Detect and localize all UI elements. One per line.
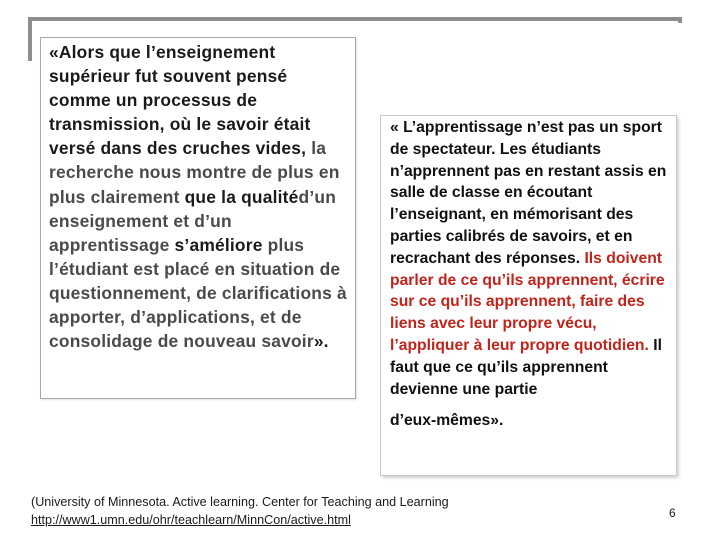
right-quote-emphasis: Ils doivent parler de ce qu’ils apprennent, écrire sur ce qu’ils apprennent, faire des liens avec leur propre vécu, l’appliquer à leur propre quotidien. (390, 249, 665, 354)
left-quote-part3: que la qualité (179, 186, 299, 207)
page-number: 6 (669, 506, 676, 520)
left-quote-part4: d’un enseignement et d’un apprentissage (49, 186, 337, 255)
citation-text: (University of Minnesota. Active learning. Center for Teaching and Learning (31, 495, 449, 509)
right-quote-box (380, 115, 677, 476)
slide-frame-right-border (678, 17, 682, 23)
left-quote-part6: plus l’étudiant est placé en situation de questionnement, de clarifications à apporter, d’applications, et de consolidage de nouveau savoir (49, 234, 347, 352)
left-quote-part1: «Alors que l’enseignement supérieur fut souvent pensé comme un processus de transmission, où le savoir était versé dans des cruches vides, (49, 42, 312, 159)
slide-frame-top-border (32, 17, 682, 21)
citation-link[interactable]: http://www1.umn.edu/ohr/teachlearn/MinnCon/active.html (31, 513, 351, 527)
right-quote-last-line: d’eux-mêmes». (390, 412, 504, 430)
left-quote-part7: ». (313, 331, 329, 352)
left-quote-part2: la recherche nous montre de plus en plus clairement (49, 138, 340, 207)
citation (31, 493, 449, 529)
right-quote-part3: Il faut que ce qu’ils apprennent devienne une partie (390, 336, 662, 398)
right-quote-part1: « L’apprentissage n’est pas un sport de spectateur. Les étudiants n’apprennent pas en restant assis en salle de classe en écoutant l’enseignant, en mémorisant des parties calibrés de savoirs, et en recrachant des réponses. (390, 119, 667, 267)
left-quote-box (40, 37, 356, 399)
left-quote-part5: s’améliore (169, 234, 268, 255)
slide-frame-left-border (28, 17, 32, 61)
